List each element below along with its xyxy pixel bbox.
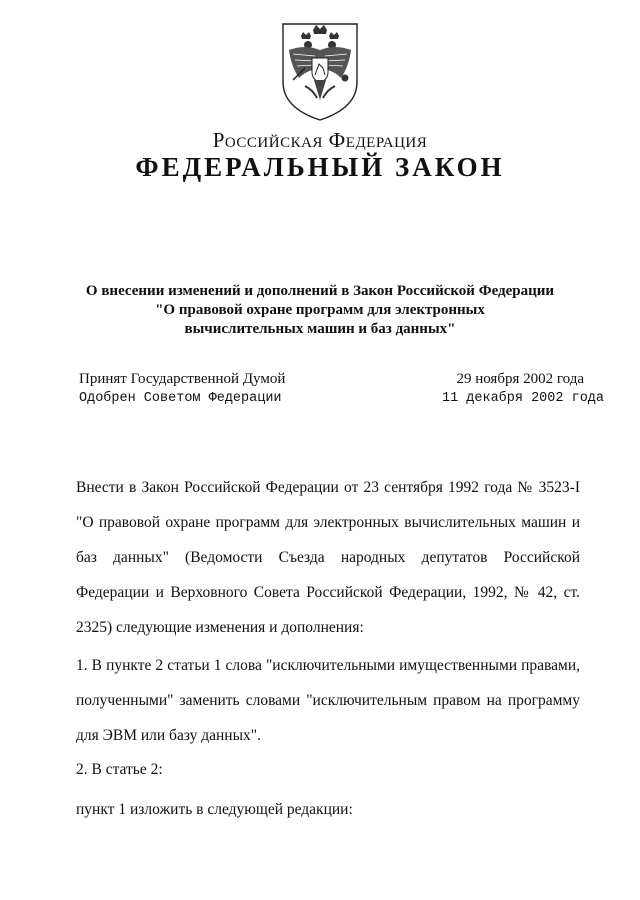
item-1-paragraph (76, 648, 580, 753)
law-type-heading: ФЕДЕРАЛЬНЫЙ ЗАКОН (135, 152, 505, 182)
law-title (60, 282, 580, 339)
intro-text: Внести в Закон Российской Федерации от 23 сентября 1992 года № 3523-I "О правовой охране программ для электронных вычислительных машин и баз данных" (Ведомости Съезда народных депутатов Российской Федерации и Верховного Совета Российской Федерации, 1992, № 42, ст. 2325) следующие изменения и дополнения: (76, 479, 580, 636)
item-2-sub-paragraph (76, 800, 580, 820)
adoption-duma-row (79, 369, 604, 389)
item-2-text: 2. В статье 2: (76, 761, 163, 778)
intro-paragraph (76, 470, 580, 645)
item-2-sub-text: пункт 1 изложить в следующей редакции: (76, 801, 353, 818)
law-title-line: "О правовой охране программ для электронных (155, 302, 485, 318)
council-label: Одобрен Советом Федерации (79, 391, 282, 406)
adoption-council-row (79, 389, 604, 409)
duma-label: Принят Государственной Думой (79, 371, 286, 387)
country-name: Российская Федерация (212, 128, 428, 152)
item-2-paragraph (76, 760, 580, 780)
law-title-line: вычислительных машин и баз данных" (184, 321, 456, 337)
council-date: 11 декабря 2002 года (441, 391, 604, 406)
coat-of-arms-eagle-icon (275, 20, 365, 122)
law-title-line: О внесении изменений и дополнений в Закон Российской Федерации (85, 283, 555, 299)
duma-date: 29 ноября 2002 года (456, 371, 584, 387)
item-1-text: 1. В пункте 2 статьи 1 слова "исключительными имущественными правами, полученными" заменить словами "исключительным правом на программу для ЭВМ или базу данных". (76, 657, 580, 744)
